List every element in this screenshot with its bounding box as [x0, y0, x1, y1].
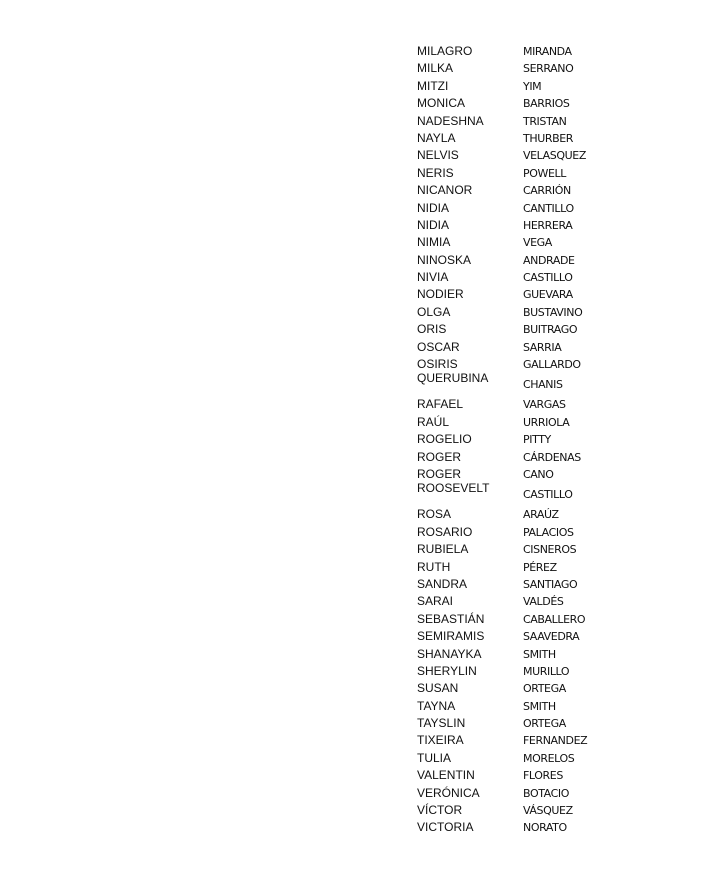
list-item [417, 663, 617, 680]
last-name: CHANIS [523, 378, 563, 392]
first-name: ROOSEVELT [417, 481, 490, 496]
last-name: CARRIÓN [523, 184, 571, 198]
list-item [417, 269, 617, 286]
list-item [417, 182, 617, 199]
first-name: MILKA [417, 61, 454, 76]
first-name: TAYSLIN [417, 716, 466, 731]
first-name: SARAI [417, 594, 454, 609]
first-name: SHANAYKA [417, 646, 482, 661]
list-item [417, 339, 617, 356]
last-name: BUITRAGO [523, 323, 578, 337]
list-item [417, 431, 617, 448]
first-name: VERÓNICA [417, 785, 480, 800]
first-name: ROGER [417, 449, 462, 464]
list-item [417, 646, 617, 663]
last-name: CANTILLO [523, 201, 574, 215]
list-item [417, 715, 617, 732]
last-name: GUEVARA [523, 288, 573, 302]
list-item [417, 130, 617, 147]
last-name: POWELL [523, 166, 566, 180]
last-name: THURBER [523, 131, 574, 145]
first-name: TULIA [417, 750, 452, 765]
list-item [417, 60, 617, 77]
last-name: CISNEROS [523, 543, 577, 557]
first-name: NINOSKA [417, 252, 472, 267]
last-name: GALLARDO [523, 358, 581, 372]
first-name: VALENTIN [417, 768, 475, 783]
last-name: BUSTAVINO [523, 305, 583, 319]
last-name: VALDÉS [523, 595, 564, 609]
last-name: CABALLERO [523, 612, 586, 626]
last-name: VARGAS [523, 398, 566, 412]
first-name: TIXEIRA [417, 733, 464, 748]
last-name: SERRANO [523, 62, 574, 76]
last-name: ARAÚZ [523, 508, 559, 522]
last-name: ANDRADE [523, 253, 575, 267]
list-item [417, 165, 617, 182]
list-item [417, 43, 617, 60]
first-name: RUBIELA [417, 542, 469, 557]
last-name: URRIOLA [523, 415, 570, 429]
list-item [417, 449, 617, 466]
first-name: OSIRIS [417, 357, 458, 372]
last-name: CASTILLO [523, 271, 573, 285]
last-name: MIRANDA [523, 45, 572, 58]
last-name: ORTEGA [523, 682, 566, 696]
last-name: SMITH [523, 647, 556, 661]
list-item [417, 576, 617, 593]
list-item [417, 628, 617, 645]
list-item [417, 680, 617, 697]
first-name: ROSARIO [417, 524, 473, 539]
list-item [417, 147, 617, 164]
first-name: ROGER [417, 466, 462, 481]
first-name: VÍCTOR [417, 803, 463, 818]
list-item [417, 95, 617, 112]
list-item [417, 802, 617, 819]
name-list [417, 43, 617, 837]
last-name: SAAVEDRA [523, 630, 580, 644]
last-name: PITTY [523, 433, 551, 447]
first-name: NODIER [417, 287, 464, 302]
list-item [417, 217, 617, 234]
list-item [417, 732, 617, 749]
first-name: MILAGRO [417, 44, 473, 58]
first-name: NIMIA [417, 235, 451, 250]
list-item [417, 819, 617, 836]
last-name: MURILLO [523, 664, 570, 678]
last-name: FERNANDEZ [523, 734, 588, 748]
last-name: FLORES [523, 769, 563, 783]
first-name: RUTH [417, 559, 451, 574]
first-name: SANDRA [417, 576, 468, 591]
first-name: OLGA [417, 304, 451, 319]
last-name: SANTIAGO [523, 577, 578, 591]
first-name: SEMIRAMIS [417, 629, 485, 644]
last-name: CÁRDENAS [523, 450, 581, 464]
list-item [417, 750, 617, 767]
first-name: SHERYLIN [417, 663, 477, 678]
list-item [417, 785, 617, 802]
list-item [417, 698, 617, 715]
first-name: SEBASTIÁN [417, 611, 485, 626]
last-name: ORTEGA [523, 717, 566, 731]
first-name: NAYLA [417, 130, 456, 145]
first-name: NERIS [417, 165, 454, 180]
first-name: NIDIA [417, 200, 450, 215]
last-name: TRISTAN [523, 114, 567, 128]
last-name: SARRIA [523, 340, 562, 354]
first-name: QUERUBINA [417, 371, 489, 386]
list-item [417, 373, 617, 396]
first-name: ROGELIO [417, 432, 472, 447]
list-item [417, 113, 617, 130]
list-item [417, 506, 617, 523]
last-name: CANO [523, 467, 554, 481]
list-item [417, 200, 617, 217]
first-name: NELVIS [417, 148, 459, 163]
last-name: PÉREZ [523, 560, 557, 574]
first-name: MITZI [417, 78, 449, 93]
list-item [417, 252, 617, 269]
list-item [417, 593, 617, 610]
last-name: VEGA [523, 236, 552, 250]
list-item [417, 541, 617, 558]
list-item [417, 304, 617, 321]
list-item [417, 524, 617, 541]
last-name: HERRERA [523, 218, 573, 232]
last-name: PALACIOS [523, 525, 574, 539]
list-item [417, 767, 617, 784]
first-name: ROSA [417, 507, 452, 522]
last-name: YIM [523, 79, 542, 93]
last-name: BARRIOS [523, 97, 570, 111]
first-name: NIVIA [417, 270, 449, 285]
last-name: VELASQUEZ [523, 149, 586, 163]
list-item [417, 234, 617, 251]
last-name: NORATO [523, 821, 567, 835]
last-name: VÁSQUEZ [523, 804, 573, 818]
list-item [417, 611, 617, 628]
first-name: OSCAR [417, 339, 460, 354]
list-item [417, 286, 617, 303]
first-name: RAFAEL [417, 397, 464, 412]
first-name: NADESHNA [417, 113, 484, 128]
last-name: MORELOS [523, 751, 575, 765]
first-name: SUSAN [417, 681, 459, 696]
first-name: TAYNA [417, 698, 456, 713]
list-item [417, 483, 617, 506]
first-name: ORIS [417, 322, 447, 337]
first-name: RAÚL [417, 414, 450, 429]
first-name: VICTORIA [417, 820, 474, 835]
last-name: SMITH [523, 699, 556, 713]
first-name: NICANOR [417, 183, 473, 198]
first-name: NIDIA [417, 217, 450, 232]
last-name: CASTILLO [523, 488, 573, 502]
list-item [417, 396, 617, 413]
list-item [417, 414, 617, 431]
list-item [417, 559, 617, 576]
first-name: MONICA [417, 96, 465, 111]
list-item [417, 321, 617, 338]
last-name: BOTACIO [523, 786, 569, 800]
list-item [417, 78, 617, 95]
